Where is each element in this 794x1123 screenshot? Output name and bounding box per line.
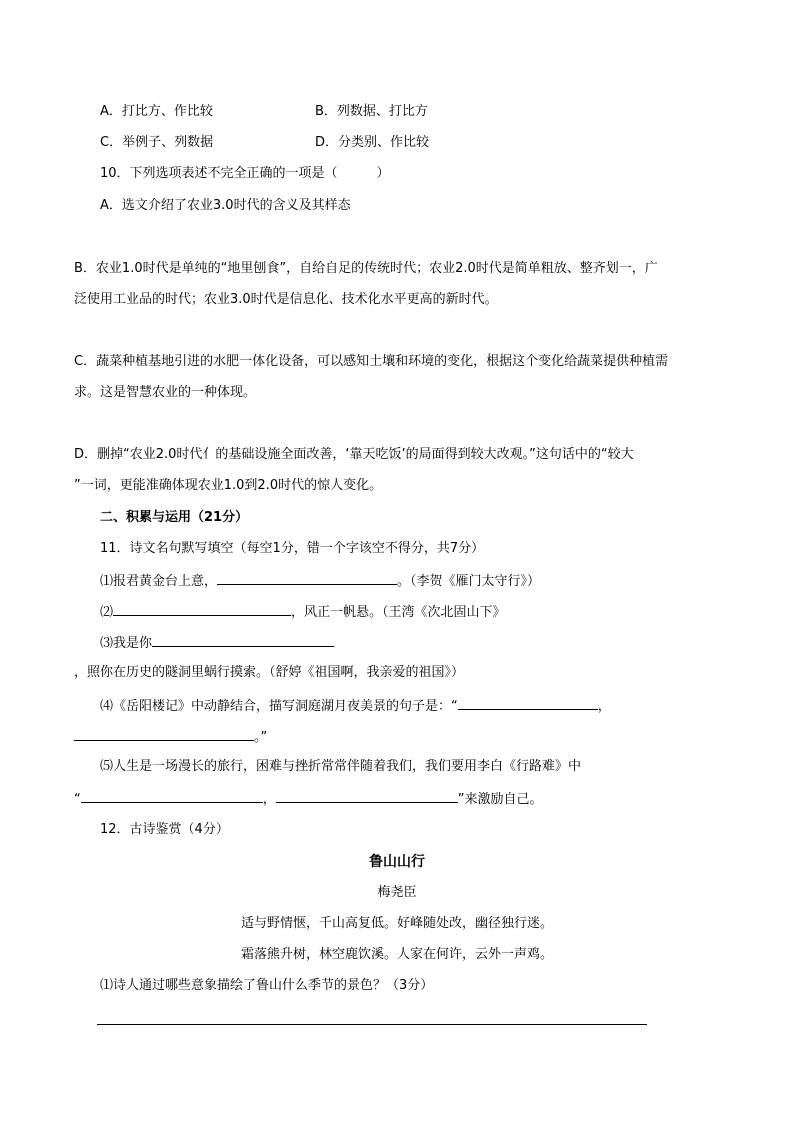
q11-item1-blank[interactable] — [217, 571, 397, 585]
q9-option-b: B．列数据、打比方 — [315, 104, 428, 119]
q9-option-a: A．打比方、作比较 — [100, 104, 213, 119]
poem-author: 梅尧臣 — [377, 885, 417, 900]
q10-stem: 10．下列选项表述不完全正确的一项是（ ） — [100, 166, 390, 181]
q11-item2 — [100, 602, 506, 622]
q11-item5-mid: ， — [262, 792, 276, 807]
q11-item4-blank2[interactable] — [74, 727, 254, 741]
q9-option-d: D．分类别、作比较 — [315, 135, 430, 150]
q11-item2-blank[interactable] — [113, 602, 291, 616]
q11-item2-suffix: ，风正一帆悬。（王湾《次北固山下》 — [291, 605, 506, 620]
q11-item5-suffix: ”来激励自己。 — [457, 792, 543, 807]
q10-option-a: A．选文介绍了农业3.0时代的含义及其样态 — [100, 198, 351, 213]
q11-item5-open-quote: “ — [74, 792, 81, 807]
q12-sub1: ⑴诗人通过哪些意象描绘了鲁山什么季节的景色？（3分） — [100, 978, 434, 993]
q11-stem: 11．诗文名句默写填空（每空1分，错一个字该空不得分，共7分） — [100, 541, 485, 556]
q11-item4-suffix: 。” — [254, 730, 268, 745]
q11-item4-blank1[interactable] — [458, 696, 598, 710]
q11-item4-prefix: ⑷《岳阳楼记》中动静结合，描写洞庭湖月夜美景的句子是：“ — [100, 699, 458, 714]
q11-item1 — [100, 571, 540, 591]
q10-option-d-line1: D．删掉“农业2.0时代亻的基础设施全面改善，‘靠天吃饭’的局面得到较大改观。”这句话中的“较大 — [74, 447, 634, 462]
q11-item3-prefix: ⑶我是你 — [100, 636, 153, 651]
q11-item3-continuation: ，照你在历史的隧洞里蜗行摸索。（舒婷《祖国啊，我亲爱的祖国》） — [74, 665, 465, 680]
q11-item4-line2 — [74, 727, 267, 747]
q11-item1-prefix: ⑴报君黄金台上意， — [100, 574, 218, 589]
q11-item1-suffix: 。（李贺《雁门太守行》） — [397, 574, 541, 589]
q10-option-b-line1: B．农业1.0时代是单纯的“地里刨食”，自给自足的传统时代；农业2.0时代是简单粗放、整齐划一，广 — [74, 261, 658, 276]
q11-item5-blank2[interactable] — [276, 789, 458, 803]
section-heading: 二、积累与运用（21分） — [100, 510, 249, 525]
q9-option-c: C．举例子、列数据 — [100, 135, 214, 150]
q12-answer-line[interactable] — [97, 1024, 647, 1025]
poem-title: 鲁山山行 — [369, 854, 425, 870]
q11-item3-blank[interactable] — [152, 633, 334, 647]
q11-item2-prefix: ⑵ — [100, 605, 114, 620]
q11-item5-stem: ⑸人生是一场漫长的旅行，困难与挫折常常伴随着我们，我们要用李白《行路难》中 — [100, 759, 582, 774]
q10-option-c-line2: 求。这是智慧农业的一种体现。 — [74, 385, 257, 400]
q11-item4-mid: ， — [597, 699, 611, 714]
q11-item5-line2 — [74, 789, 543, 809]
q10-option-d-line2: ”一词，更能准确体现农业1.0到2.0时代的惊人变化。 — [74, 478, 383, 493]
q11-item4 — [100, 696, 611, 716]
poem-line-2: 霜落熊升树，林空鹿饮溪。人家在何许，云外一声鸡。 — [240, 947, 553, 962]
q11-item3 — [100, 633, 334, 653]
q11-item5-blank1[interactable] — [81, 789, 263, 803]
poem-line-1: 适与野情惬，千山高复低。好峰随处改，幽径独行迷。 — [240, 916, 553, 931]
q10-option-b-line2: 泛使用工业品的时代；农业3.0时代是信息化、技术化水平更高的新时代。 — [74, 292, 498, 307]
q12-stem: 12．古诗鉴赏（4分） — [100, 822, 229, 837]
q10-option-c-line1: C．蔬菜种植基地引进的水肥一体化设备，可以感知土壤和环境的变化，根据这个变化给蔬菜提供种植需 — [74, 354, 669, 369]
